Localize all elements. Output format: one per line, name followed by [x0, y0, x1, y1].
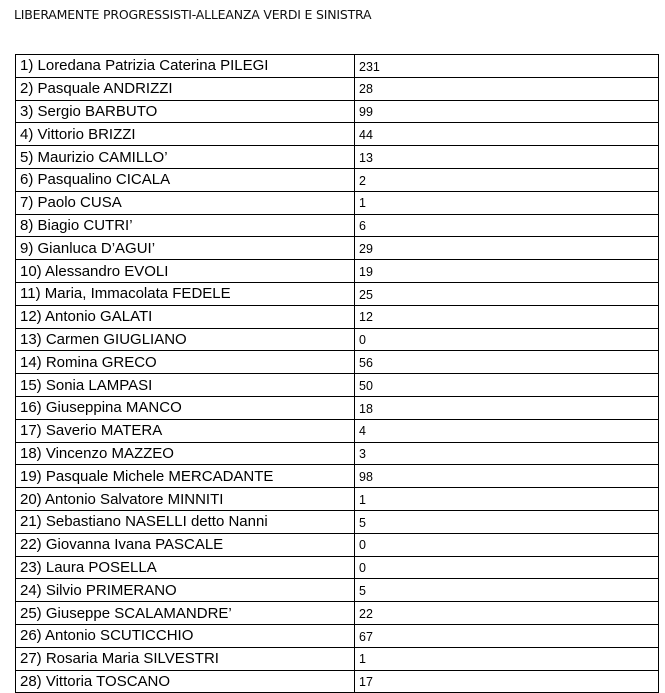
candidate-name-cell: 5) Maurizio CAMILLO’ — [16, 146, 355, 169]
table-row — [16, 510, 659, 533]
candidate-name-cell: 13) Carmen GIUGLIANO — [16, 328, 355, 351]
vote-count-cell: 28 — [355, 77, 659, 100]
candidate-name-cell: 9) Gianluca D’AGUI’ — [16, 237, 355, 260]
vote-count-cell: 0 — [355, 328, 659, 351]
candidate-name-cell: 27) Rosaria Maria SILVESTRI — [16, 647, 355, 670]
vote-count-cell: 1 — [355, 488, 659, 511]
table-row — [16, 670, 659, 693]
table-row — [16, 146, 659, 169]
table-row — [16, 556, 659, 579]
results-table — [15, 54, 659, 693]
candidate-name-cell: 10) Alessandro EVOLI — [16, 260, 355, 283]
table-row — [16, 533, 659, 556]
table-row — [16, 237, 659, 260]
candidate-name-cell: 28) Vittoria TOSCANO — [16, 670, 355, 693]
vote-count-cell: 18 — [355, 396, 659, 419]
vote-count-cell: 1 — [355, 191, 659, 214]
candidate-name-cell: 7) Paolo CUSA — [16, 191, 355, 214]
vote-count-cell: 17 — [355, 670, 659, 693]
vote-count-cell: 1 — [355, 647, 659, 670]
table-row — [16, 328, 659, 351]
candidate-name-cell: 15) Sonia LAMPASI — [16, 374, 355, 397]
candidate-name-cell: 24) Silvio PRIMERANO — [16, 579, 355, 602]
list-title: LIBERAMENTE PROGRESSISTI-ALLEANZA VERDI E SINISTRA — [14, 7, 372, 22]
candidate-name-cell: 3) Sergio BARBUTO — [16, 100, 355, 123]
vote-count-cell: 56 — [355, 351, 659, 374]
results-table-body — [16, 55, 659, 693]
vote-count-cell: 29 — [355, 237, 659, 260]
vote-count-cell: 5 — [355, 579, 659, 602]
vote-count-cell: 99 — [355, 100, 659, 123]
table-row — [16, 488, 659, 511]
table-row — [16, 465, 659, 488]
table-row — [16, 55, 659, 78]
table-row — [16, 351, 659, 374]
table-row — [16, 100, 659, 123]
table-row — [16, 168, 659, 191]
vote-count-cell: 6 — [355, 214, 659, 237]
vote-count-cell: 5 — [355, 510, 659, 533]
table-row — [16, 374, 659, 397]
vote-count-cell: 67 — [355, 624, 659, 647]
candidate-name-cell: 26) Antonio SCUTICCHIO — [16, 624, 355, 647]
candidate-name-cell: 19) Pasquale Michele MERCADANTE — [16, 465, 355, 488]
vote-count-cell: 98 — [355, 465, 659, 488]
vote-count-cell: 13 — [355, 146, 659, 169]
vote-count-cell: 0 — [355, 556, 659, 579]
table-row — [16, 123, 659, 146]
vote-count-cell: 4 — [355, 419, 659, 442]
table-row — [16, 602, 659, 625]
vote-count-cell: 44 — [355, 123, 659, 146]
candidate-name-cell: 21) Sebastiano NASELLI detto Nanni — [16, 510, 355, 533]
vote-count-cell: 0 — [355, 533, 659, 556]
candidate-name-cell: 25) Giuseppe SCALAMANDRE’ — [16, 602, 355, 625]
candidate-name-cell: 14) Romina GRECO — [16, 351, 355, 374]
table-row — [16, 260, 659, 283]
table-row — [16, 305, 659, 328]
table-row — [16, 442, 659, 465]
candidate-name-cell: 6) Pasqualino CICALA — [16, 168, 355, 191]
table-row — [16, 624, 659, 647]
vote-count-cell: 3 — [355, 442, 659, 465]
vote-count-cell: 50 — [355, 374, 659, 397]
table-row — [16, 214, 659, 237]
table-row — [16, 282, 659, 305]
vote-count-cell: 12 — [355, 305, 659, 328]
vote-count-cell: 19 — [355, 260, 659, 283]
candidate-name-cell: 8) Biagio CUTRI’ — [16, 214, 355, 237]
vote-count-cell: 25 — [355, 282, 659, 305]
table-row — [16, 191, 659, 214]
candidate-name-cell: 1) Loredana Patrizia Caterina PILEGI — [16, 55, 355, 78]
table-row — [16, 396, 659, 419]
candidate-name-cell: 4) Vittorio BRIZZI — [16, 123, 355, 146]
candidate-name-cell: 17) Saverio MATERA — [16, 419, 355, 442]
candidate-name-cell: 12) Antonio GALATI — [16, 305, 355, 328]
table-row — [16, 77, 659, 100]
vote-count-cell: 231 — [355, 55, 659, 78]
candidate-name-cell: 2) Pasquale ANDRIZZI — [16, 77, 355, 100]
candidate-name-cell: 16) Giuseppina MANCO — [16, 396, 355, 419]
table-row — [16, 579, 659, 602]
table-row — [16, 419, 659, 442]
table-row — [16, 647, 659, 670]
candidate-name-cell: 18) Vincenzo MAZZEO — [16, 442, 355, 465]
candidate-name-cell: 11) Maria, Immacolata FEDELE — [16, 282, 355, 305]
candidate-name-cell: 22) Giovanna Ivana PASCALE — [16, 533, 355, 556]
candidate-name-cell: 23) Laura POSELLA — [16, 556, 355, 579]
vote-count-cell: 2 — [355, 168, 659, 191]
candidate-name-cell: 20) Antonio Salvatore MINNITI — [16, 488, 355, 511]
vote-count-cell: 22 — [355, 602, 659, 625]
